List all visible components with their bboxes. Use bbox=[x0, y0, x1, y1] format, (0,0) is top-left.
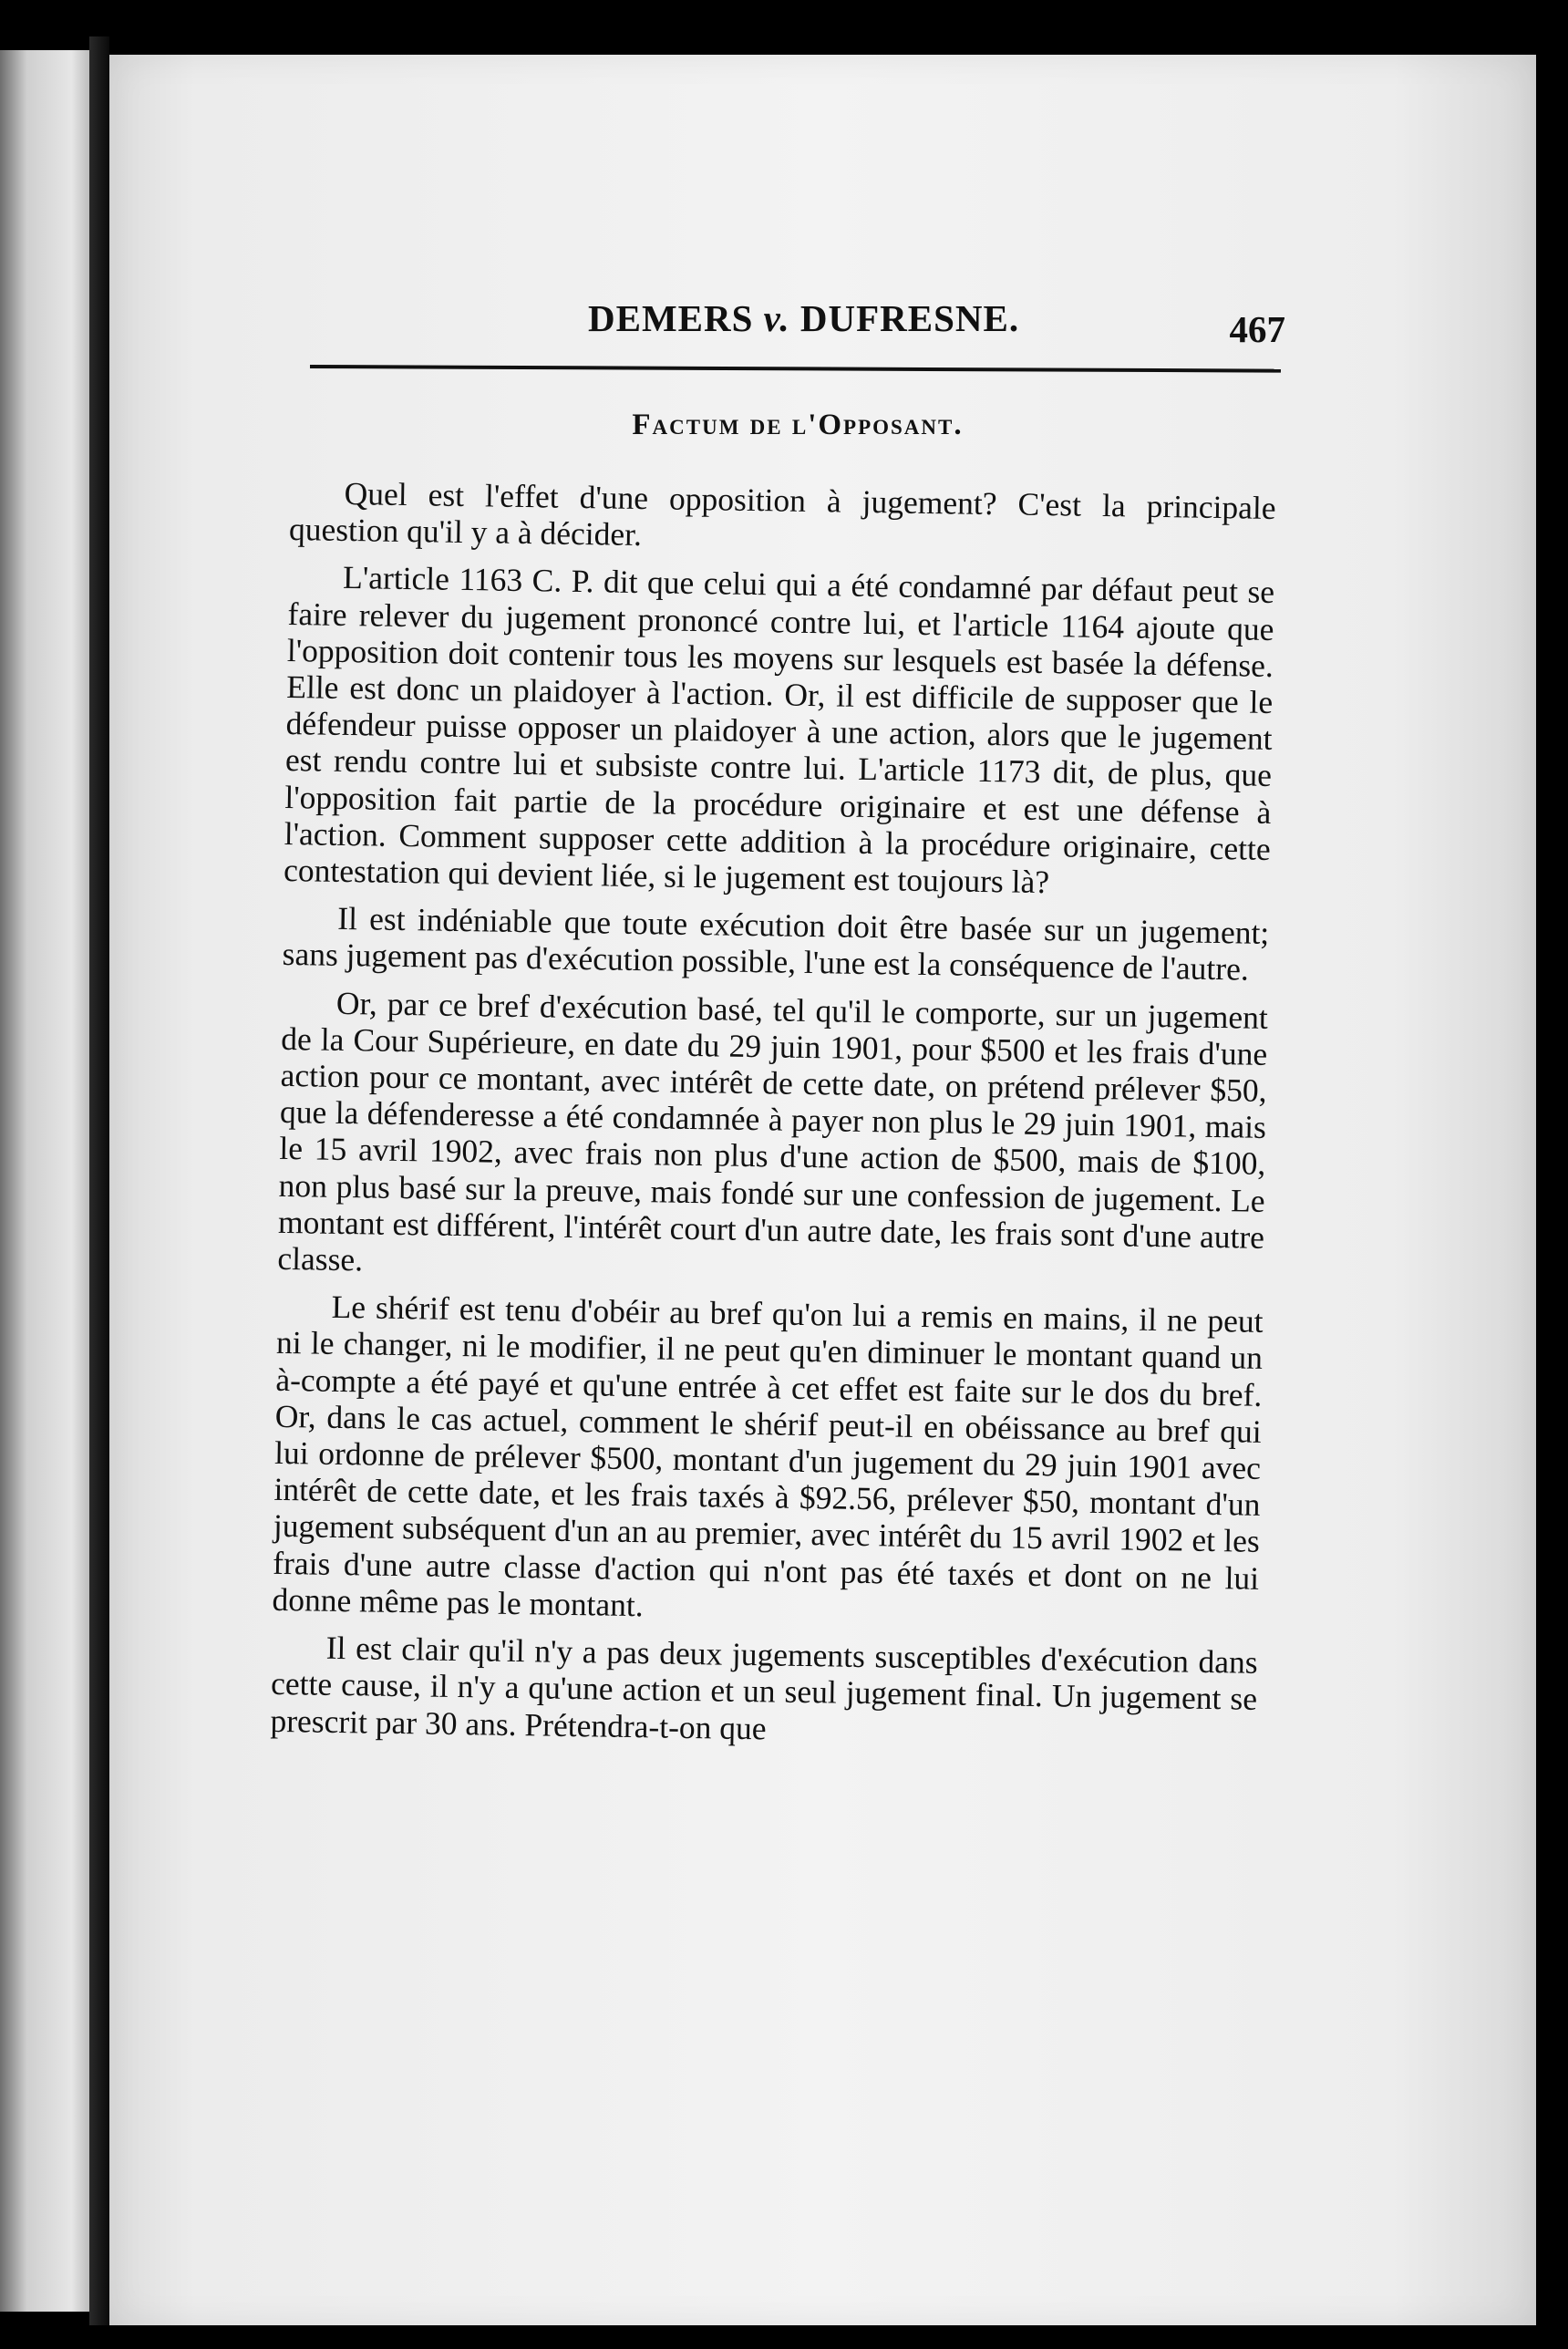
book-gutter bbox=[89, 36, 109, 2325]
page-number: 467 bbox=[1229, 308, 1285, 350]
paragraph: L'article 1163 C. P. dit que celui qui a été condamné par défaut peut se faire relever du jugement prononcé contre lui, et l'article 1164 ajoute que l'opposition doit contenir tous les moyens sur lesquels est basée la défense. Elle est donc un plaidoyer à l'action. Or, il est difficile de supposer que le défendeur puisse opposer un plaidoyer à une action, alors que le jugement est rendu contre lui et subsiste contre lui. L'article 1173 dit, de plus, que l'opposition fait partie de la procédure originaire et est une défense à l'action. Comment supposer cette addition à la procédure originaire, cette contestation qui devient liée, si le jugement est toujours là? bbox=[283, 559, 1275, 901]
paragraph: Le shérif est tenu d'obéir au bref qu'on lui a remis en mains, il ne peut ni le changer, ni le modifier, il ne peut qu'en diminuer le montant quand un à-compte a été payé et qu'une entrée à cet effet est faite sur le dos du bref. Or, dans le cas actuel, comment le shérif peut-il en obéissance au bref qui lui ordonne de prélever $500, montant d'un jugement du 29 juin 1901 avec intérêt de cette date, et les frais taxés à $92.56, prélever $50, montant d'un jugement subséquent d'un an au premier, avec intérêt du 15 avril 1902 et les frais d'une autre classe d'action qui n'ont pas été taxés et dont on ne lui donne même pas le montant. bbox=[272, 1288, 1264, 1624]
running-head-left: DEMERS bbox=[588, 297, 764, 339]
page-header bbox=[310, 296, 1285, 360]
section-title: Factum de l'Opposant. bbox=[632, 409, 964, 441]
running-head bbox=[588, 296, 1019, 340]
paragraph: Quel est l'effet d'une opposition à jugement? C'est la principale question qu'il y a à décider. bbox=[288, 474, 1276, 554]
paragraph: Il est clair qu'il n'y a pas deux jugements susceptibles d'exécution dans cette cause, il n'y a qu'une action et un seul jugement final. Un jugement se prescrit par 30 ans. Prétendra-t-on que bbox=[270, 1629, 1258, 1746]
paragraph: Il est indéniable que toute exécution doit être basée sur un jugement; sans jugement pas d'exécution possible, l'une est la conséquence de l'autre. bbox=[282, 900, 1270, 988]
paragraph: Or, par ce bref d'exécution basé, tel qu'il le comporte, sur un jugement de la Cour Supérieure, en date du 29 juin 1901, pour $500 et les frais d'une action pour ce montant, avec intérêt de cette date, on prétend prélever $50, que la défenderesse a été condamnée à payer non plus le 29 juin 1901, mais le 15 avril 1902, avec frais non plus d'une action de $500, mais de $100, non plus basé sur la preuve, mais fondé sur une confession de jugement. Le montant est différent, l'intérêt court d'un autre date, les frais sont d'une autre classe. bbox=[277, 984, 1269, 1278]
running-head-versus: v. bbox=[763, 297, 790, 339]
running-head-right: DUFRESNE. bbox=[789, 297, 1020, 339]
body-text bbox=[270, 474, 1276, 1765]
left-page-edge bbox=[0, 50, 89, 2312]
